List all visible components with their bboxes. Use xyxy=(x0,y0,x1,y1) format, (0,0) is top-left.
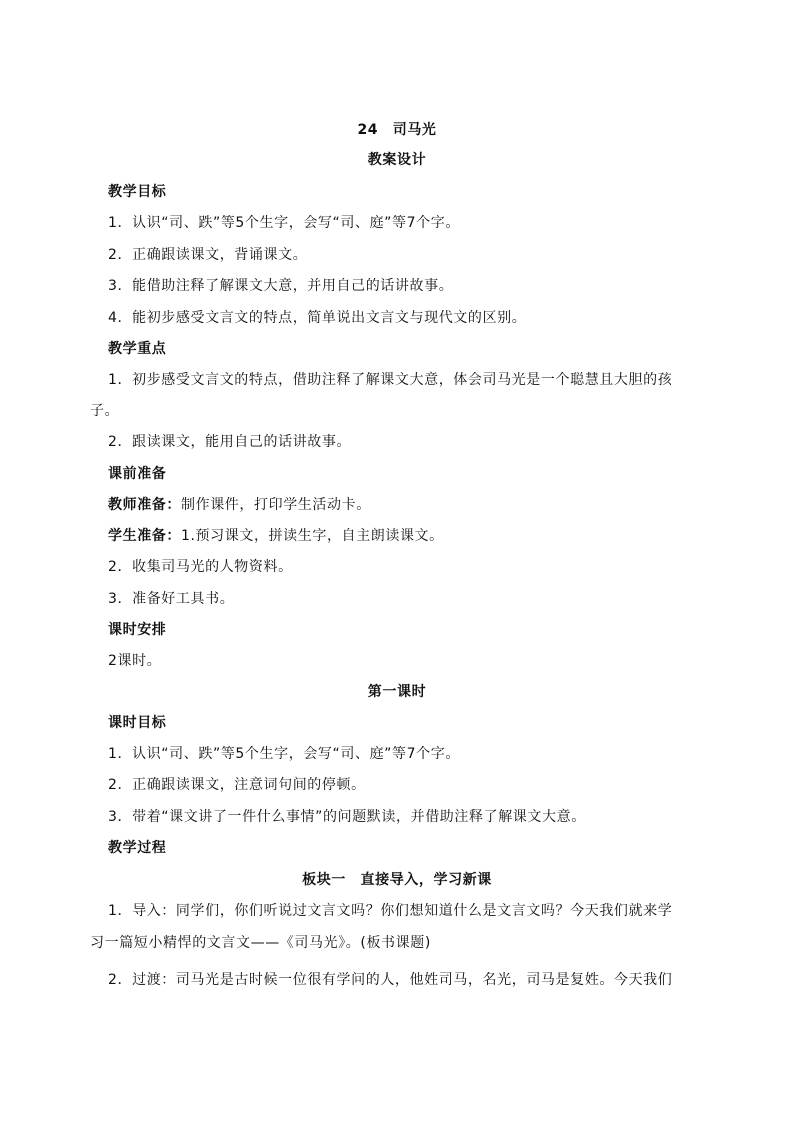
goal-item: 1．认识“司、跌”等5个生字，会写“司、庭”等7个字。 xyxy=(108,215,460,231)
block-one-heading: 板块一 直接导入，学习新课 xyxy=(302,872,492,888)
lesson-title: 24 司马光 xyxy=(357,122,437,138)
lesson-one-heading: 第一课时 xyxy=(367,684,427,700)
document-subtitle: 教案设计 xyxy=(367,152,427,168)
focus-item: 2．跟读课文，能用自己的话讲故事。 xyxy=(108,434,352,450)
goal-item: 3．能借助注释了解课文大意，并用自己的话讲故事。 xyxy=(108,278,454,294)
section-heading-process: 教学过程 xyxy=(108,840,167,856)
section-heading-preparation: 课前准备 xyxy=(108,466,167,482)
teacher-prep-text: 制作课件，打印学生活动卡。 xyxy=(181,497,371,513)
section-heading-goals: 教学目标 xyxy=(108,184,167,200)
teacher-preparation xyxy=(108,495,371,515)
goal-item: 4．能初步感受文言文的特点，简单说出文言文与现代文的区别。 xyxy=(108,310,527,326)
process-step-2 xyxy=(108,970,672,990)
step-1-label: 1．导入： xyxy=(108,903,176,919)
teacher-prep-label: 教师准备： xyxy=(108,497,181,513)
process-step-1-continued: 习一篇短小精悍的文言文——《司马光》。(板书课题) xyxy=(90,935,431,951)
step-2-text: 司马光是古时候一位很有学问的人，他姓司马，名光，司马是复姓。今天我们 xyxy=(175,972,673,988)
focus-item-continued: 子。 xyxy=(90,403,120,419)
section-heading-focus: 教学重点 xyxy=(108,341,167,357)
focus-item: 1．初步感受文言文的特点，借助注释了解课文大意，体会司马光是一个聪慧且大胆的孩 xyxy=(108,372,673,388)
goal-item: 2．正确跟读课文，背诵课文。 xyxy=(108,247,308,263)
lesson-goal-item: 3．带着“课文讲了一件什么事情”的问题默读，并借助注释了解课文大意。 xyxy=(108,809,586,825)
student-prep-item: 2．收集司马光的人物资料。 xyxy=(108,559,293,575)
schedule-text: 2课时。 xyxy=(108,653,162,669)
section-heading-schedule: 课时安排 xyxy=(108,622,167,638)
student-preparation xyxy=(108,526,444,546)
student-prep-label: 学生准备： xyxy=(108,528,181,544)
lesson-goal-item: 2．正确跟读课文，注意词句间的停顿。 xyxy=(108,777,366,793)
lesson-goal-item: 1．认识“司、跌”等5个生字，会写“司、庭”等7个字。 xyxy=(108,746,460,762)
student-prep-item: 3．准备好工具书。 xyxy=(108,591,235,607)
student-prep-text: 1.预习课文，拼读生字，自主朗读课文。 xyxy=(181,528,444,544)
section-heading-lesson-goals: 课时目标 xyxy=(108,715,167,731)
step-1-text: 同学们，你们听说过文言文吗？你们想知道什么是文言文吗？今天我们就来学 xyxy=(175,903,673,919)
process-step-1 xyxy=(108,901,672,921)
step-2-label: 2．过渡： xyxy=(108,972,176,988)
